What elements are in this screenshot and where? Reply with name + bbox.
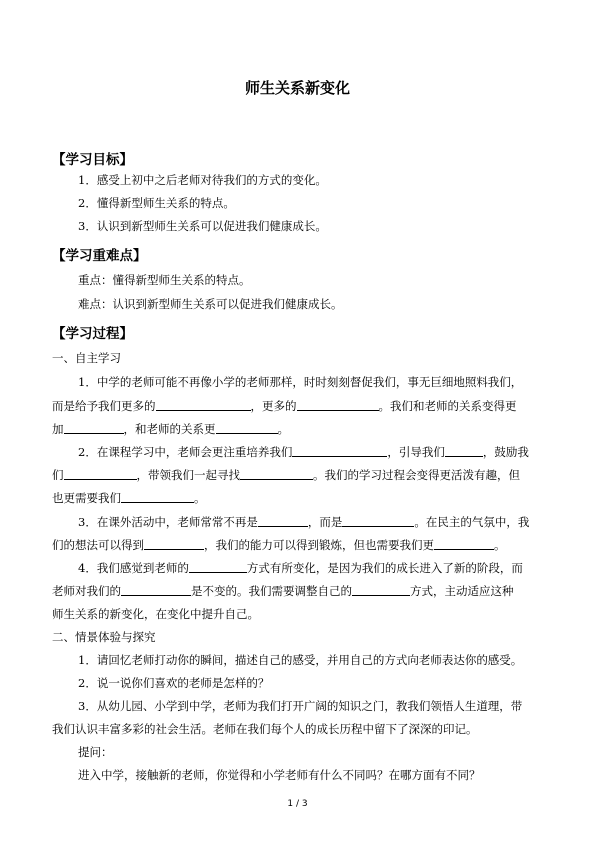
q2-text-d: 们 bbox=[52, 468, 64, 482]
goal-item-3: 3．认识到新型师生关系可以促进我们健康成长。 bbox=[78, 219, 327, 233]
q1-text-b: ，更多的 bbox=[250, 399, 297, 413]
q4-text-a: 4．我们感觉到老师的 bbox=[78, 561, 189, 575]
q1-line-3 bbox=[52, 421, 289, 437]
q2-text-g: 也更需要我们 bbox=[52, 491, 121, 505]
q4-text-e: 方式，主动适应这种 bbox=[410, 584, 514, 598]
fill-blank[interactable] bbox=[216, 421, 278, 434]
fill-blank[interactable] bbox=[64, 421, 124, 434]
q3-text-a: 3．在课外活动中，老师常常不再是 bbox=[78, 515, 258, 529]
part2-label: 二、情景体验与探究 bbox=[52, 630, 156, 644]
q3-text-e: ，我们的能力可以得到锻炼，但也需要我们更 bbox=[204, 538, 434, 552]
fill-blank[interactable] bbox=[189, 560, 247, 573]
q3-text-b: ，而是 bbox=[307, 515, 343, 529]
q3-text-f: 。 bbox=[494, 538, 506, 552]
fill-blank[interactable] bbox=[258, 514, 308, 527]
q2-text-f: 。我们的学习过程会变得更活泼有趣，但 bbox=[313, 468, 520, 482]
q2-text-e: ，带领我们一起寻找 bbox=[136, 468, 240, 482]
goal-item-1: 1．感受上初中之后老师对待我们的方式的变化。 bbox=[78, 173, 327, 187]
part1-label: 一、自主学习 bbox=[52, 351, 121, 365]
fill-blank[interactable] bbox=[297, 398, 379, 411]
q4-text-d: 是不变的。我们需要调整自己的 bbox=[191, 584, 352, 598]
q1-text-d: 加 bbox=[52, 422, 64, 436]
fill-blank[interactable] bbox=[121, 490, 194, 503]
difficulty-point: 难点：认识到新型师生关系可以促进我们健康成长。 bbox=[78, 297, 343, 311]
q2-line-3 bbox=[52, 490, 206, 506]
fill-blank[interactable] bbox=[445, 444, 483, 457]
goals-heading: 【学习目标】 bbox=[52, 152, 133, 168]
q1-line-1: 1．中学的老师可能不再像小学的老师那样，时时刻刻督促我们，事无巨细地照料我们， bbox=[78, 375, 523, 389]
q2-text-a: 2．在课程学习中，老师会更注重培养我们 bbox=[78, 445, 293, 459]
ask-question: 进入中学，接触新的老师，你觉得和小学老师有什么不同吗？在哪方面有不同？ bbox=[78, 768, 481, 782]
q2-text-c: ，鼓励我 bbox=[482, 445, 529, 459]
fill-blank[interactable] bbox=[240, 467, 313, 480]
fill-blank[interactable] bbox=[352, 583, 410, 596]
q4-line-3: 师生关系的新变化，在变化中提升自己。 bbox=[52, 607, 259, 621]
q3-line-2 bbox=[52, 537, 506, 553]
q4-line-2 bbox=[52, 583, 514, 599]
ask-label: 提问： bbox=[78, 745, 113, 759]
q4-line-1 bbox=[78, 560, 523, 576]
fill-blank[interactable] bbox=[156, 398, 251, 411]
q1-line-2 bbox=[52, 398, 517, 414]
fill-blank[interactable] bbox=[342, 514, 414, 527]
process-heading: 【学习过程】 bbox=[52, 326, 133, 342]
q1-text-a: 而是给予我们更多的 bbox=[52, 399, 156, 413]
part2-q1: 1．请回忆老师打动你的瞬间，描述自己的感受，并用自己的方式向老师表达你的感受。 bbox=[78, 653, 523, 667]
fill-blank[interactable] bbox=[64, 467, 137, 480]
fill-blank[interactable] bbox=[144, 537, 204, 550]
goal-item-2: 2．懂得新型师生关系的特点。 bbox=[78, 196, 235, 210]
q2-line-1 bbox=[78, 444, 529, 460]
page-title: 师生关系新变化 bbox=[244, 79, 350, 97]
part2-q2: 2．说一说你们喜欢的老师是怎样的？ bbox=[78, 676, 270, 690]
q3-text-c: 。在民主的气氛中，我 bbox=[414, 515, 530, 529]
q1-text-f: 。 bbox=[277, 422, 289, 436]
q1-text-e: ，和老师的关系更 bbox=[123, 422, 216, 436]
page-number: 1 / 3 bbox=[287, 799, 308, 809]
q2-text-h: 。 bbox=[194, 491, 206, 505]
part2-q3-line-1: 3．从幼儿园、小学到中学，老师为我们打开广阔的知识之门，教我们领悟人生道理，带 bbox=[78, 699, 523, 713]
fill-blank[interactable] bbox=[121, 583, 191, 596]
fill-blank[interactable] bbox=[292, 444, 387, 457]
part2-q3-line-2: 我们认识丰富多彩的社会生活。老师在我们每个人的成长历程中留下了深深的印记。 bbox=[52, 722, 478, 736]
q4-text-b: 方式有所变化，是因为我们的成长进入了新的阶段，而 bbox=[246, 561, 523, 575]
q2-line-2 bbox=[52, 467, 520, 483]
q3-line-1 bbox=[78, 514, 529, 530]
q2-text-b: ，引导我们 bbox=[387, 445, 445, 459]
key-points-heading: 【学习重难点】 bbox=[52, 248, 147, 264]
q3-text-d: 们的想法可以得到 bbox=[52, 538, 144, 552]
fill-blank[interactable] bbox=[434, 537, 494, 550]
q4-text-c: 老师对我们的 bbox=[52, 584, 121, 598]
q1-text-c: 。我们和老师的关系变得更 bbox=[378, 399, 517, 413]
focus-point: 重点：懂得新型师生关系的特点。 bbox=[78, 273, 251, 287]
